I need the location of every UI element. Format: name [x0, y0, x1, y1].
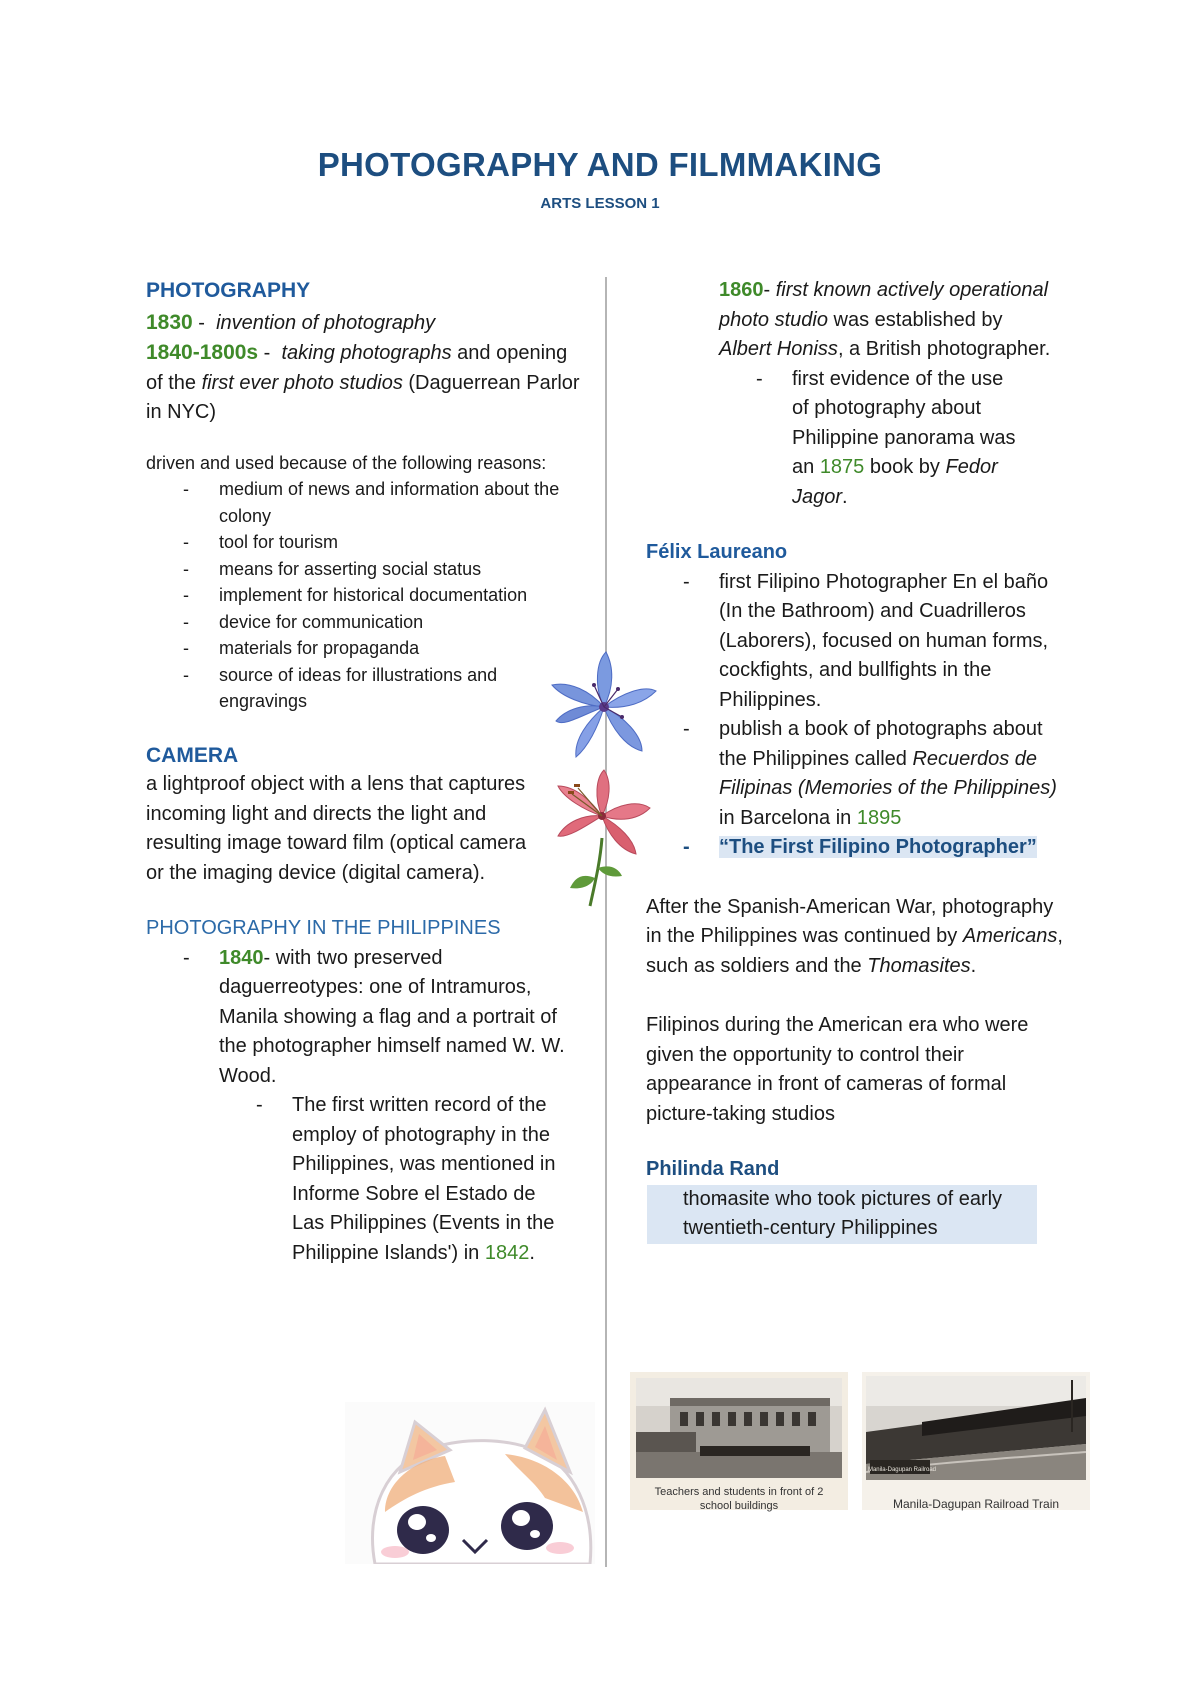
list-item: - 1840- with two preserved daguerreotypes: one of Intramuros, Manila showing a flag and a portrait of the photographer himself named W. W. Wood.	[146, 944, 571, 1092]
rand-heading: Philinda Rand	[646, 1158, 780, 1180]
list-item: - thomasite who took pictures of early twentieth-century Philippines	[683, 1185, 1066, 1244]
entry-1840: 1840-1800s - taking photographs and opening of the first ever photo studios (Daguerrean Parlor in NYC)	[146, 341, 580, 423]
list-item: - “The First Filipino Photographer”	[646, 833, 1066, 863]
blue-lily-flower-icon	[548, 650, 660, 765]
left-column	[146, 276, 586, 1268]
entry-1860-sublist	[646, 365, 1019, 513]
felix-heading: Félix Laureano	[646, 541, 788, 563]
list-item: - means for asserting social status	[146, 556, 576, 583]
felix-list	[646, 568, 1066, 863]
right-column	[646, 276, 1086, 1244]
philippines-sublist	[146, 1091, 571, 1268]
pink-lily-flower-icon	[540, 768, 660, 908]
filipinos-paragraph: Filipinos during the American era who were given the opportunity to control their appearance in front of cameras of formal picture-taking studios	[646, 1014, 1029, 1125]
list-item: - materials for propaganda	[146, 635, 576, 662]
column-divider	[605, 277, 607, 1567]
railroad-train-image	[862, 1372, 1090, 1484]
railroad-train-photo	[862, 1372, 1090, 1510]
philippines-list	[146, 944, 571, 1092]
photo1-caption: Teachers and students in front of 2 school buildings	[654, 1486, 824, 1512]
page-subtitle: ARTS LESSON 1	[540, 195, 660, 212]
school-buildings-photo	[630, 1372, 848, 1510]
photo2-inner-label: Manila-Dagupan Railroad	[867, 1467, 937, 1473]
camera-definition: a lightproof object with a lens that captures incoming light and directs the light and resulting image toward film (optical camera or the imaging device (digital camera).	[146, 773, 527, 884]
reasons-list	[146, 476, 576, 715]
entry-1860: 1860- first known actively operational photo studio was established by Albert Honiss, a British photographer.	[719, 279, 1051, 360]
camera-heading: CAMERA	[146, 743, 239, 767]
rand-list	[646, 1185, 1066, 1244]
list-item: - source of ideas for illustrations and engravings	[146, 662, 519, 715]
list-item: - device for communication	[146, 609, 576, 636]
list-item: - medium of news and information about the colony	[146, 476, 576, 529]
list-item: - first evidence of the use of photography about Philippine panorama was an 1875 book by Fedor Jagor.	[719, 365, 1019, 513]
war-paragraph: After the Spanish-American War, photography in the Philippines was continued by Americans, such as soldiers and the Thomasites.	[646, 895, 1063, 977]
photo2-caption: Manila-Dagupan Railroad Train	[892, 1497, 1060, 1511]
list-item: - implement for historical documentation	[146, 582, 576, 609]
list-item: - first Filipino Photographer En el baño (In the Bathroom) and Cuadrilleros (Laborers), focused on human forms, cockfights, and bullfights in the Philippines.	[646, 568, 1066, 716]
page-title: PHOTOGRAPHY AND FILMMAKING	[317, 146, 883, 183]
school-buildings-image	[630, 1372, 848, 1480]
cat-sticker-image	[345, 1402, 595, 1564]
philippines-heading: PHOTOGRAPHY IN THE PHILIPPINES	[146, 917, 501, 939]
entry-1830: 1830 - invention of photography	[146, 310, 436, 334]
list-item: - tool for tourism	[146, 529, 576, 556]
reasons-intro: driven and used because of the following reasons:	[146, 452, 547, 473]
photography-heading: PHOTOGRAPHY	[146, 279, 311, 302]
list-item: - publish a book of photographs about the Philippines called Recuerdos de Filipinas (Memories of the Philippines) in Barcelona in 1895	[646, 715, 1066, 833]
list-item: - The first written record of the employ of photography in the Philippines, was mentioned in Informe Sobre el Estado de Las Philippines (Events in the Philippine Islands') in 1842.	[219, 1091, 571, 1268]
